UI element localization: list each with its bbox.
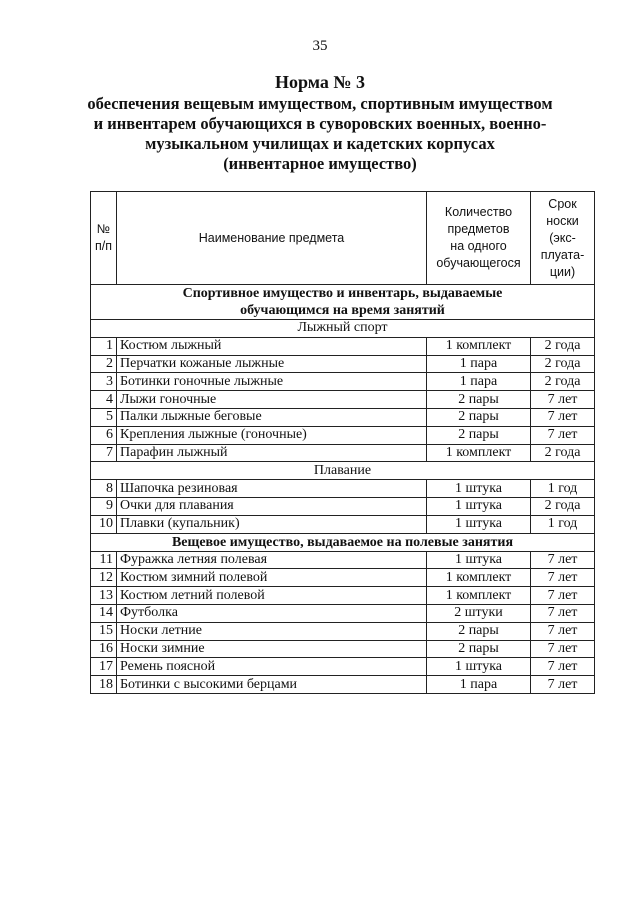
table-row [91,587,595,605]
cell-name: Перчатки кожаные лыжные [117,355,427,373]
cell-qty: 1 пара [427,355,531,373]
cell-qty: 2 пары [427,426,531,444]
cell-num: 13 [91,587,117,605]
cell-term: 1 год [531,480,595,498]
cell-qty: 1 комплект [427,587,531,605]
subsection-row [91,320,595,338]
cell-qty: 2 пары [427,622,531,640]
cell-term: 7 лет [531,408,595,426]
cell-qty: 1 штука [427,497,531,515]
cell-num: 1 [91,337,117,355]
table-row [91,676,595,694]
table-row [91,408,595,426]
table-row [91,658,595,676]
table-row [91,373,595,391]
table-row [91,426,595,444]
cell-name: Лыжи гоночные [117,391,427,409]
title-line: музыкальном училищах и кадетских корпусах [145,134,495,153]
cell-num: 10 [91,515,117,533]
cell-term: 1 год [531,515,595,533]
cell-name: Костюм лыжный [117,337,427,355]
norm-table [90,191,595,694]
cell-term: 7 лет [531,622,595,640]
cell-qty: 1 пара [427,676,531,694]
header-row [91,192,595,285]
table-row [91,480,595,498]
cell-qty: 1 штука [427,480,531,498]
table-row [91,391,595,409]
cell-num: 9 [91,497,117,515]
cell-term: 7 лет [531,587,595,605]
section-title-line: Вещевое имущество, выдаваемое на полевые занятия [171,534,514,550]
cell-term: 7 лет [531,640,595,658]
cell-qty: 2 штуки [427,604,531,622]
cell-qty: 2 пары [427,391,531,409]
cell-num: 5 [91,408,117,426]
cell-name: Очки для плавания [117,497,427,515]
cell-num: 2 [91,355,117,373]
table-row [91,337,595,355]
cell-qty: 2 пары [427,640,531,658]
cell-term: 7 лет [531,604,595,622]
document-title [60,72,580,174]
cell-name: Палки лыжные беговые [117,408,427,426]
cell-name: Носки зимние [117,640,427,658]
cell-term: 2 года [531,444,595,462]
title-line: (инвентарное имущество) [223,154,417,173]
cell-term: 7 лет [531,676,595,694]
cell-qty: 1 комплект [427,337,531,355]
section-title-line: Спортивное имущество и инвентарь, выдаваемые [182,286,503,301]
cell-num: 4 [91,391,117,409]
header-qty: Количество предметов на одного обучающегося [427,192,531,285]
section-row [91,285,595,320]
cell-num: 16 [91,640,117,658]
cell-num: 17 [91,658,117,676]
cell-term: 7 лет [531,658,595,676]
table-row [91,622,595,640]
table-row [91,355,595,373]
cell-qty: 1 комплект [427,569,531,587]
cell-name: Носки летние [117,622,427,640]
table-row [91,604,595,622]
table-row [91,497,595,515]
cell-num: 3 [91,373,117,391]
subsection-row [91,462,595,480]
title-line: и инвентарем обучающихся в суворовских военных, военно- [93,114,547,133]
cell-name: Ботинки гоночные лыжные [117,373,427,391]
table-body [91,285,595,694]
cell-name: Ремень поясной [117,658,427,676]
table-row [91,640,595,658]
cell-num: 15 [91,622,117,640]
cell-name: Костюм летний полевой [117,587,427,605]
section-row [91,533,595,551]
cell-qty: 1 пара [427,373,531,391]
table-row [91,515,595,533]
subsection-title: Лыжный спорт [91,320,595,338]
cell-num: 14 [91,604,117,622]
cell-term: 2 года [531,355,595,373]
section-title [91,285,595,320]
cell-name: Костюм зимний полевой [117,569,427,587]
cell-term: 2 года [531,337,595,355]
cell-qty: 2 пары [427,408,531,426]
header-term: Срок носки (экс- плуата- ции) [531,192,595,285]
cell-term: 2 года [531,373,595,391]
cell-qty: 1 штука [427,515,531,533]
cell-qty: 1 штука [427,551,531,569]
cell-term: 7 лет [531,551,595,569]
cell-num: 11 [91,551,117,569]
header-num: № п/п [91,192,117,285]
table-row [91,569,595,587]
table-row [91,551,595,569]
cell-qty: 1 комплект [427,444,531,462]
cell-name: Шапочка резиновая [117,480,427,498]
title-line: Норма № 3 [275,72,365,92]
cell-num: 6 [91,426,117,444]
cell-name: Ботинки с высокими берцами [117,676,427,694]
page-number: 35 [312,38,328,54]
cell-num: 12 [91,569,117,587]
table-row [91,444,595,462]
cell-qty: 1 штука [427,658,531,676]
cell-term: 7 лет [531,391,595,409]
cell-num: 7 [91,444,117,462]
cell-name: Крепления лыжные (гоночные) [117,426,427,444]
cell-term: 2 года [531,497,595,515]
cell-num: 8 [91,480,117,498]
section-title [91,533,595,551]
cell-name: Фуражка летняя полевая [117,551,427,569]
cell-term: 7 лет [531,426,595,444]
subsection-title: Плавание [91,462,595,480]
cell-name: Футболка [117,604,427,622]
cell-name: Плавки (купальник) [117,515,427,533]
title-line: обеспечения вещевым имуществом, спортивным имуществом [87,94,553,113]
cell-name: Парафин лыжный [117,444,427,462]
header-name: Наименование предмета [117,192,427,285]
cell-num: 18 [91,676,117,694]
section-title-line: обучающимся на время занятий [240,303,445,318]
cell-term: 7 лет [531,569,595,587]
